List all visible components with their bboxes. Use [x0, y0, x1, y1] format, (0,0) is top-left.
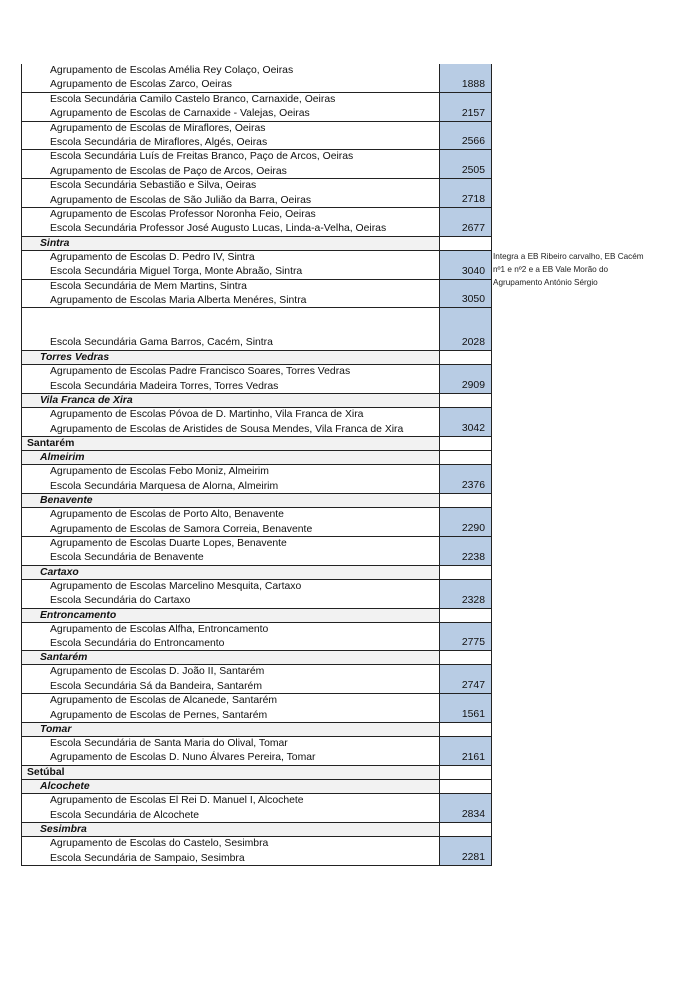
student-count: 2157: [461, 107, 485, 119]
school-names-cell: [21, 737, 440, 765]
municipality-header: [21, 394, 492, 408]
municipality-name: Santarém: [40, 652, 88, 664]
school-group-row-noted: [21, 308, 492, 351]
student-count: 2718: [461, 193, 485, 205]
student-count-cell: [440, 694, 492, 722]
student-count: 2290: [461, 523, 485, 535]
school-group-row: [21, 794, 492, 823]
student-count-cell: [440, 280, 492, 308]
school-name: Escola Secundária de Miraflores, Algés, Oeiras: [50, 136, 268, 148]
school-names-cell: [21, 465, 440, 493]
header-label-cell: [21, 494, 440, 507]
student-count: 2834: [461, 809, 485, 821]
school-name: Agrupamento de Escolas de Alcanede, Santarém: [50, 695, 278, 707]
school-name: Escola Secundária do Entroncamento: [50, 638, 225, 650]
school-name: Escola Secundária de Alcochete: [50, 809, 200, 821]
district-header: [21, 766, 492, 781]
school-group-row: [21, 64, 492, 93]
municipality-header: [21, 566, 492, 580]
school-names-cell: [21, 179, 440, 207]
municipality-name: Torres Vedras: [40, 352, 110, 364]
school-name: Agrupamento de Escolas de São Julião da Barra, Oeiras: [50, 194, 312, 206]
student-count: 2505: [461, 165, 485, 177]
school-name: Agrupamento de Escolas D. João II, Santarém: [50, 666, 265, 678]
school-name: Agrupamento de Escolas Amélia Rey Colaço, Oeiras: [50, 65, 294, 76]
header-label-cell: [21, 723, 440, 736]
municipality-header: [21, 351, 492, 365]
municipality-header: [21, 237, 492, 251]
student-count: 2747: [461, 680, 485, 692]
municipality-header: [21, 723, 492, 737]
empty-count-cell: [440, 451, 492, 464]
municipality-header: [21, 451, 492, 465]
school-names-cell: [21, 623, 440, 651]
school-group-row: [21, 179, 492, 208]
school-name: Escola Secundária de Sampaio, Sesimbra: [50, 852, 245, 864]
empty-count-cell: [440, 494, 492, 507]
student-count-cell: [440, 179, 492, 207]
header-label-cell: [21, 780, 440, 793]
student-count: 1561: [461, 709, 485, 721]
school-name: Agrupamento de Escolas de Pernes, Santarém: [50, 709, 268, 721]
header-label-cell: [21, 566, 440, 579]
student-count-cell: [440, 308, 492, 350]
empty-count-cell: [440, 823, 492, 836]
student-count-cell: [440, 251, 492, 279]
school-name: Escola Secundária Professor José Augusto Lucas, Linda-a-Velha, Oeiras: [50, 223, 387, 235]
student-count: 2677: [461, 222, 485, 234]
student-count: 2909: [461, 380, 485, 392]
school-name: Escola Secundária Luís de Freitas Branco, Paço de Arcos, Oeiras: [50, 151, 354, 163]
school-name: Escola Secundária de Benavente: [50, 552, 204, 564]
student-count-cell: [440, 208, 492, 236]
school-name: Agrupamento de Escolas D. Nuno Álvares Pereira, Tomar: [50, 752, 316, 764]
district-name: Setúbal: [27, 766, 65, 778]
student-count-cell: [440, 465, 492, 493]
school-names-cell: [21, 208, 440, 236]
note-line: Agrupamento António Sérgio: [493, 278, 598, 287]
school-name: Agrupamento de Escolas de Carnaxide - Valejas, Oeiras: [50, 108, 310, 120]
school-name: Agrupamento de Escolas de Miraflores, Oeiras: [50, 122, 266, 134]
school-group-row: [21, 665, 492, 694]
student-count-cell: [440, 150, 492, 178]
school-group-row: [21, 122, 492, 151]
empty-count-cell: [440, 609, 492, 622]
header-label-cell: [21, 451, 440, 464]
school-name: Agrupamento de Escolas de Aristides de Sousa Mendes, Vila Franca de Xira: [50, 423, 404, 435]
school-name: Agrupamento de Escolas Marcelino Mesquita, Cartaxo: [50, 580, 302, 592]
header-label-cell: [21, 766, 440, 780]
school-names-cell: [21, 308, 440, 350]
school-group-row: [21, 365, 492, 394]
student-count-cell: [440, 623, 492, 651]
header-label-cell: [21, 651, 440, 664]
school-name: Escola Secundária Madeira Torres, Torres Vedras: [50, 380, 279, 392]
student-count-cell: [440, 794, 492, 822]
student-count-cell: [440, 64, 492, 92]
school-name: Escola Secundária Sá da Bandeira, Santarém: [50, 680, 262, 692]
school-name: Agrupamento de Escolas D. Pedro IV, Sintra: [50, 251, 255, 263]
school-table: [21, 64, 492, 866]
school-group-row: [21, 208, 492, 237]
student-count: 2376: [461, 480, 485, 492]
empty-count-cell: [440, 566, 492, 579]
municipality-name: Tomar: [40, 724, 72, 736]
school-names-cell: [21, 280, 440, 308]
municipality-header: [21, 609, 492, 623]
header-label-cell: [21, 823, 440, 836]
student-count: 3050: [461, 294, 485, 306]
school-group-row: [21, 580, 492, 609]
school-group-row: [21, 623, 492, 652]
school-names-cell: [21, 580, 440, 608]
school-names-cell: [21, 93, 440, 121]
municipality-header: [21, 651, 492, 665]
school-name: Agrupamento de Escolas Alfha, Entroncamento: [50, 623, 269, 635]
school-group-row: [21, 408, 492, 437]
student-count-cell: [440, 93, 492, 121]
school-names-cell: [21, 64, 440, 92]
school-group-row: [21, 508, 492, 537]
school-name: Escola Secundária Miguel Torga, Monte Abraão, Sintra: [50, 266, 303, 278]
school-name: Agrupamento de Escolas do Castelo, Sesimbra: [50, 838, 269, 850]
school-name: Agrupamento de Escolas Febo Moniz, Almeirim: [50, 466, 269, 478]
school-group-row: [21, 737, 492, 766]
header-label-cell: [21, 351, 440, 364]
student-count-cell: [440, 408, 492, 436]
school-names-cell: [21, 665, 440, 693]
student-count-cell: [440, 537, 492, 565]
school-name: Escola Secundária Marquesa de Alorna, Almeirim: [50, 480, 279, 492]
header-label-cell: [21, 237, 440, 250]
school-names-cell: [21, 508, 440, 536]
student-count: 2281: [461, 851, 485, 863]
school-name: Agrupamento de Escolas de Paço de Arcos, Oeiras: [50, 165, 287, 177]
note-line: Integra a EB Ribeiro carvalho, EB Cacém: [493, 252, 644, 261]
municipality-header: [21, 494, 492, 508]
municipality-header: [21, 823, 492, 837]
student-count: 2328: [461, 594, 485, 606]
municipality-name: Alcochete: [40, 781, 90, 793]
student-count: 3042: [461, 422, 485, 434]
school-name: Agrupamento de Escolas Padre Francisco Soares, Torres Vedras: [50, 366, 351, 378]
school-group-row: [21, 251, 492, 280]
municipality-name: Sesimbra: [40, 824, 87, 836]
school-names-cell: [21, 694, 440, 722]
school-name: Agrupamento de Escolas de Samora Correia, Benavente: [50, 523, 313, 535]
side-note: [493, 250, 653, 289]
empty-count-cell: [440, 651, 492, 664]
student-count: 3040: [461, 265, 485, 277]
school-group-row: [21, 465, 492, 494]
school-name: Escola Secundária do Cartaxo: [50, 595, 191, 607]
school-names-cell: [21, 408, 440, 436]
student-count: 2238: [461, 551, 485, 563]
empty-count-cell: [440, 351, 492, 364]
header-label-cell: [21, 437, 440, 451]
school-names-cell: [21, 150, 440, 178]
school-group-row: [21, 694, 492, 723]
school-names-cell: [21, 837, 440, 865]
empty-count-cell: [440, 437, 492, 451]
district-header: [21, 437, 492, 452]
student-count-cell: [440, 665, 492, 693]
student-count: 1888: [461, 78, 485, 90]
empty-count-cell: [440, 766, 492, 780]
school-group-row: [21, 93, 492, 122]
student-count: 2775: [461, 637, 485, 649]
school-name: Escola Secundária Sebastião e Silva, Oeiras: [50, 180, 257, 192]
school-names-cell: [21, 365, 440, 393]
municipality-name: Entroncamento: [40, 609, 117, 621]
school-names-cell: [21, 537, 440, 565]
school-group-row: [21, 280, 492, 309]
school-name: Escola Secundária Camilo Castelo Branco, Carnaxide, Oeiras: [50, 93, 336, 105]
student-count-cell: [440, 508, 492, 536]
student-count-cell: [440, 365, 492, 393]
student-count-cell: [440, 737, 492, 765]
empty-count-cell: [440, 723, 492, 736]
school-name: Agrupamento de Escolas El Rei D. Manuel I, Alcochete: [50, 795, 304, 807]
municipality-header: [21, 780, 492, 794]
school-name: Agrupamento de Escolas Maria Alberta Menéres, Sintra: [50, 294, 307, 306]
municipality-name: Cartaxo: [40, 566, 79, 578]
school-group-row: [21, 150, 492, 179]
empty-count-cell: [440, 237, 492, 250]
student-count: 2161: [461, 751, 485, 763]
municipality-name: Vila Franca de Xira: [40, 395, 133, 407]
school-names-cell: [21, 251, 440, 279]
school-name: Agrupamento de Escolas Duarte Lopes, Benavente: [50, 538, 287, 550]
empty-count-cell: [440, 780, 492, 793]
student-count: 2566: [461, 136, 485, 148]
note-line: nº1 e nº2 e a EB Vale Morão do: [493, 265, 609, 274]
school-name: Escola Secundária de Santa Maria do Olival, Tomar: [50, 738, 288, 750]
school-name: Agrupamento de Escolas Póvoa de D. Martinho, Vila Franca de Xira: [50, 409, 364, 421]
school-name: Escola Secundária Gama Barros, Cacém, Sintra: [50, 336, 273, 348]
school-name: Agrupamento de Escolas Zarco, Oeiras: [50, 79, 232, 91]
student-count-cell: [440, 837, 492, 865]
school-group-row: [21, 537, 492, 566]
municipality-name: Almeirim: [40, 452, 85, 464]
student-count: 2028: [461, 337, 485, 349]
municipality-name: Benavente: [40, 495, 93, 507]
student-count-cell: [440, 580, 492, 608]
district-name: Santarém: [27, 437, 75, 449]
school-names-cell: [21, 794, 440, 822]
school-name: Agrupamento de Escolas de Porto Alto, Benavente: [50, 509, 284, 521]
student-count-cell: [440, 122, 492, 150]
school-name: Agrupamento de Escolas Professor Noronha Feio, Oeiras: [50, 208, 316, 220]
header-label-cell: [21, 609, 440, 622]
municipality-name: Sintra: [40, 237, 70, 249]
header-label-cell: [21, 394, 440, 407]
empty-count-cell: [440, 394, 492, 407]
school-group-row: [21, 837, 492, 866]
school-names-cell: [21, 122, 440, 150]
school-name: Escola Secundária de Mem Martins, Sintra: [50, 280, 247, 292]
